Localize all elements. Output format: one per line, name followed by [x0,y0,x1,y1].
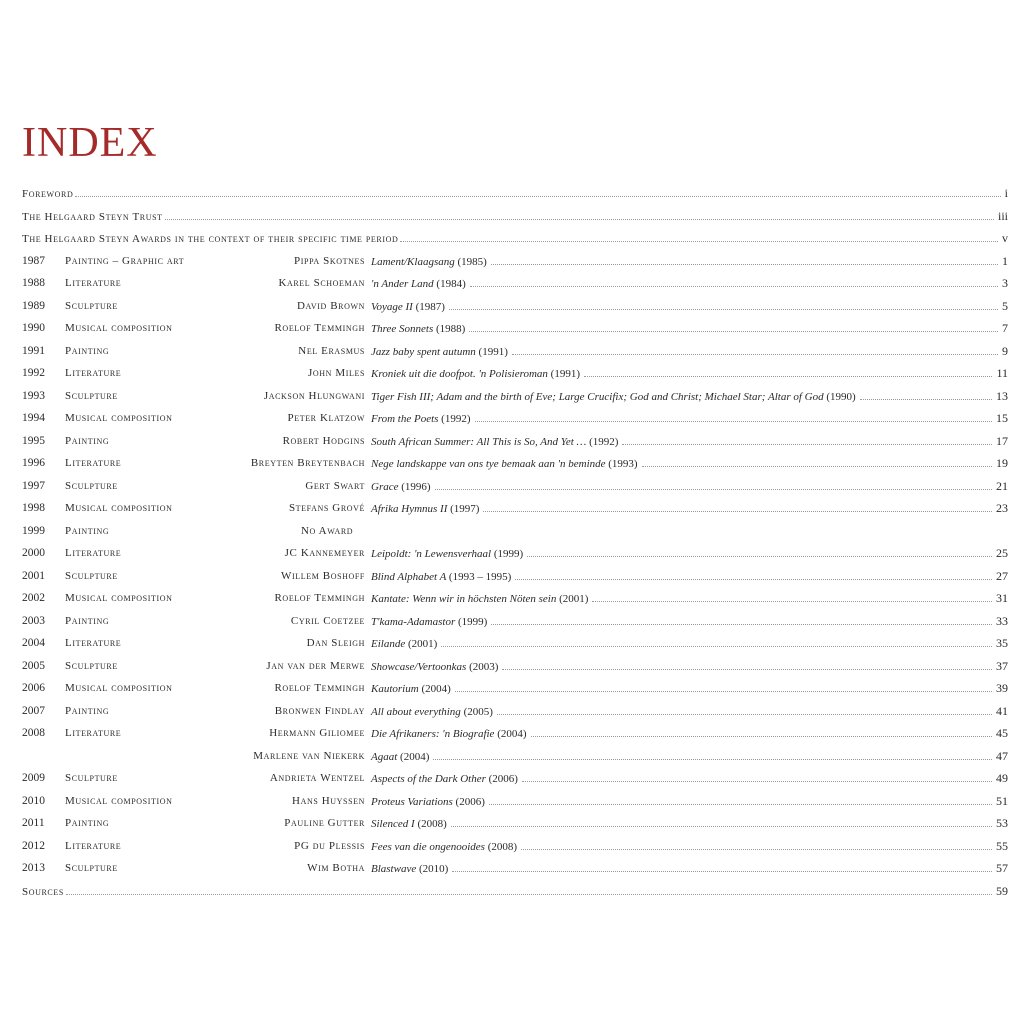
dot-leader [449,295,998,310]
work-leader [371,745,1008,768]
page-number: 37 [996,658,1008,673]
work-title [371,633,439,655]
work-year: (2005) [463,705,493,718]
work-year: (1999) [493,548,524,560]
artist-name: John Miles [307,367,365,379]
work-title [371,791,487,813]
work-leader [371,655,1008,678]
work-title-text: Silenced I [371,818,415,830]
award-year: 2000 [22,547,45,559]
award-category: Literature [65,457,122,469]
dot-leader [489,790,992,805]
work-year: (1992) [441,413,471,425]
award-entry [22,565,1008,587]
award-entry [22,452,1008,474]
artist-name: Andrieta Wentzel [269,772,365,784]
work-title-text: T'kama-Adamastor [371,615,456,628]
work-leader [371,452,1008,475]
leader-row [22,205,1008,228]
work-title-text: Kantate: Wenn wir in höchsten Nöten sein [371,593,557,605]
work-year: (2004) [497,728,527,740]
work-leader [371,722,1008,745]
work-year: (2008) [487,840,518,853]
work-title-text: All about everything [371,705,461,718]
work-title [371,386,858,408]
dot-leader [522,767,992,782]
leader-row [22,182,1008,205]
work-title [371,453,640,475]
award-year: 1990 [22,322,45,334]
award-category: Painting [65,434,110,447]
artist-name: Roelof Temmingh [274,322,365,334]
award-year: 1991 [22,344,45,357]
award-entry [22,362,1008,384]
work-title-text: Grace [371,480,399,493]
dot-leader [622,430,992,445]
work-title [371,408,473,430]
page-number: 19 [996,456,1008,470]
artist-name: Stefans Grové [288,502,365,514]
award-category: Musical composition [65,412,173,424]
award-entry [22,835,1008,857]
work-title-text: Aspects of the Dark Other [371,773,486,785]
award-category: Musical composition [65,502,173,514]
front-matter-entry [22,227,1008,249]
work-leader [371,542,1008,565]
artist-name: Marlene van Niekerk [253,749,365,762]
artist-name: Roelof Temmingh [274,592,365,604]
award-entry [22,700,1008,722]
work-year: (1988) [435,323,466,335]
award-entry [22,430,1008,452]
work-leader [371,857,1008,880]
dot-leader [483,497,992,512]
award-category: Sculpture [65,569,118,582]
page-title: INDEX [22,120,158,166]
page-number: 31 [996,591,1008,605]
front-matter-entry-label: The Helgaard Steyn Awards in the context of their specific time period [22,233,399,245]
award-year: 2003 [22,614,45,627]
work-title [371,498,481,520]
page-number: 7 [1002,321,1008,335]
work-year: (2006) [455,795,485,808]
dot-leader [515,565,992,580]
work-year: (2001) [559,593,589,605]
page-number: 53 [996,816,1008,830]
work-title-text: Showcase/Vertoonkas [371,660,467,673]
page-number: 3 [1002,276,1008,290]
work-leader [371,385,1008,408]
work-title [371,701,495,723]
award-year: 2006 [22,682,45,694]
artist-name: Karel Schoeman [278,277,365,289]
artist-name: PG du Plessis [294,839,365,852]
award-entry [22,745,1008,767]
artist-name: Dan Sleigh [306,637,365,649]
award-category: Painting [65,704,110,717]
award-year: 1988 [22,277,45,289]
work-title [371,656,500,678]
award-entry [22,812,1008,834]
work-year: (1999) [458,615,488,628]
award-year: 2008 [22,727,45,739]
front-matter-entry-label: The Helgaard Steyn Trust [22,210,163,223]
page-number: 57 [996,861,1008,875]
award-year: 2011 [22,817,45,829]
artist-name: Nel Erasmus [298,344,365,357]
work-title-text: Jazz baby spent autumn [371,345,476,358]
work-title [371,251,489,273]
award-entry [22,407,1008,429]
award-entry [22,272,1008,294]
award-entry [22,475,1008,497]
work-year: (1992) [589,435,619,448]
work-leader [371,340,1008,363]
page-number: 49 [996,771,1008,785]
dot-leader [531,722,992,737]
dot-leader [75,182,1000,197]
work-title-text: Nege landskappe van ons tye bemaak aan 'n beminde [371,458,606,470]
work-leader [371,587,1008,610]
front-matter-entry-label: Foreword [22,188,74,200]
work-title [371,858,450,880]
award-entry [22,250,1008,272]
award-year: 1996 [22,457,45,469]
page-number: iii [997,208,1008,223]
work-title-text: Afrika Hymnus II [371,503,448,515]
work-year: (2008) [417,818,447,830]
award-entry [22,385,1008,407]
work-title [371,273,468,295]
work-leader [371,700,1008,723]
work-year: (2003) [469,660,499,673]
award-category: Sculpture [65,299,118,312]
award-year: 1995 [22,434,45,447]
artist-name: Gert Swart [305,479,365,492]
work-leader [371,475,1008,498]
dot-leader [502,655,992,670]
award-entry [22,610,1008,632]
work-year: (2006) [488,773,518,785]
award-year: 1992 [22,367,45,379]
work-leader [371,295,1008,318]
dot-leader [642,452,992,467]
work-title [371,678,453,700]
award-category: Painting [65,817,110,829]
page-number: 39 [996,681,1008,695]
dot-leader [475,407,993,422]
work-year: (1985) [457,255,487,268]
page-number: 17 [996,433,1008,448]
work-leader [371,272,1008,295]
page-number: v [1002,231,1008,245]
dot-leader [451,812,992,827]
award-category: Sculpture [65,479,118,492]
award-entry [22,317,1008,339]
artist-name: Pippa Skotnes [294,254,365,267]
work-title-text: Eilande [371,638,406,650]
award-year: 1999 [22,524,45,537]
front-matter-entry [22,182,1008,204]
page-number: 47 [996,748,1008,763]
work-title-text: Blastwave [371,863,417,875]
work-title [371,768,520,790]
leader-row [22,227,1008,250]
work-leader [371,317,1008,340]
artist-name: Jan van der Merwe [266,659,365,672]
award-year: 1989 [22,299,45,312]
award-category: Sculpture [65,862,118,874]
award-category: Sculpture [65,659,118,672]
award-entry [22,767,1008,789]
award-category: Sculpture [65,389,118,402]
award-category: Literature [65,367,122,379]
work-title-text: Leipoldt: 'n Lewensverhaal [371,548,492,560]
work-leader [371,497,1008,520]
award-entry [22,340,1008,362]
work-title-text: 'n Ander Land [371,278,434,290]
work-leader [371,430,1008,453]
artist-name: Hermann Giliomee [269,727,365,739]
work-title [371,566,513,588]
dot-leader [165,205,994,220]
page-number: 25 [996,546,1008,560]
work-title [371,543,525,565]
artist-name: Wim Botha [307,862,365,874]
award-category: Literature [65,839,122,852]
artist-name: Peter Klatzow [287,412,365,424]
award-entry [22,542,1008,564]
award-entry [22,497,1008,519]
artist-name: Willem Boshoff [281,569,365,582]
work-title-text: Kautorium [371,683,419,695]
work-title-text: Die Afrikaners: 'n Biografie [371,728,495,740]
page-number: 55 [996,838,1008,853]
award-year: 2007 [22,704,45,717]
page-number: 23 [996,501,1008,515]
work-title [371,588,590,610]
page-number: 5 [1002,298,1008,313]
award-entry [22,520,1008,542]
page-number: 9 [1002,343,1008,358]
dot-leader [452,857,992,872]
award-category: Musical composition [65,592,173,604]
award-year: 2010 [22,794,45,807]
work-leader [371,632,1008,655]
work-title [371,813,449,835]
work-title [371,746,431,768]
work-title [371,318,467,340]
artist-name: Roelof Temmingh [274,682,365,694]
award-year: 2009 [22,772,45,784]
award-year: 2005 [22,659,45,672]
award-category: Literature [65,277,122,289]
dot-leader [491,250,998,265]
award-entry [22,857,1008,879]
award-year: 1997 [22,479,45,492]
page-number: 11 [996,366,1008,380]
award-year: 2001 [22,569,45,582]
dot-leader [584,362,992,377]
award-year: 1998 [22,502,45,514]
back-matter-entry-label: Sources [22,885,64,898]
work-year: (2010) [418,863,449,875]
work-year: (1993 – 1995) [448,570,512,583]
artist-name: Cyril Coetzee [290,614,365,627]
work-title-text: Voyage II [371,300,413,313]
award-category: Painting [65,614,110,627]
work-title-text: Proteus Variations [371,795,453,808]
work-title [371,296,447,318]
work-year: (1996) [401,480,431,493]
award-year: 2004 [22,637,45,649]
award-year: 1987 [22,254,45,267]
award-category: Painting [65,524,110,537]
dot-leader [470,272,998,287]
work-leader [371,362,1008,385]
dot-leader [521,835,992,850]
work-title-text: Three Sonnets [371,323,434,335]
dot-leader [435,475,992,490]
leader-row [22,880,1008,903]
award-entry [22,677,1008,699]
work-title [371,723,529,745]
page-number: i [1004,186,1008,200]
work-year: (1991) [478,345,508,358]
work-leader [371,835,1008,858]
work-leader [371,790,1008,813]
work-title [371,341,510,363]
award-entry [22,295,1008,317]
artist-name: Jackson Hlungwani [263,389,365,402]
work-year: (1990) [826,390,856,403]
work-title-text: Lament/Klaagsang [371,255,455,268]
award-entry [22,655,1008,677]
artist-name: David Brown [296,299,365,312]
artist-name: Breyten Breytenbach [250,457,365,469]
work-title [371,836,519,858]
work-title [371,611,489,633]
dot-leader [400,227,998,242]
dot-leader [66,880,992,895]
work-year: (1993) [608,458,638,470]
page-number: 35 [996,636,1008,650]
work-title [371,476,433,498]
work-year: (2004) [400,750,430,763]
work-leader [371,407,1008,430]
artist-name: Bronwen Findlay [274,704,365,717]
award-category: Painting – Graphic art [65,254,185,267]
work-year: (1991) [550,368,580,380]
work-leader [371,812,1008,835]
page-number: 45 [996,726,1008,740]
dot-leader [497,700,992,715]
page-number: 51 [996,793,1008,808]
dot-leader [469,317,998,332]
work-year: (1997) [450,503,480,515]
award-entry [22,587,1008,609]
work-year: (1984) [436,278,466,290]
award-category: Literature [65,637,122,649]
work-leader [371,677,1008,700]
work-year: (2001) [407,638,438,650]
work-year: (2004) [421,683,451,695]
page-number: 27 [996,568,1008,583]
award-year: 2012 [22,839,45,852]
dot-leader [592,587,992,602]
artist-name: Hans Huyssen [292,794,365,807]
dot-leader [527,542,992,557]
work-title-text: Blind Alphabet A [371,570,447,583]
award-year: 2002 [22,592,45,604]
work-title [371,431,620,453]
work-leader [371,250,1008,273]
dot-leader [512,340,998,355]
award-year: 1994 [22,412,45,424]
artist-name: Pauline Gutter [284,817,365,829]
work-title-text: Agaat [371,750,398,763]
page-number: 33 [996,613,1008,628]
award-entry [22,790,1008,812]
dot-leader [491,610,992,625]
work-leader [371,565,1008,588]
artist-name: Robert Hodgins [282,434,365,447]
work-year: (1987) [415,300,445,313]
page-number: 21 [996,478,1008,493]
work-title-text: South African Summer: All This is So, And Yet … [371,435,587,448]
dot-leader [433,745,992,760]
work-title [371,363,582,385]
award-category: Literature [65,547,122,559]
front-matter-entry [22,205,1008,227]
work-title-text: From the Poets [371,413,439,425]
dot-leader [455,677,992,692]
award-category: Sculpture [65,772,118,784]
work-leader [371,610,1008,633]
work-title-text: Fees van die ongenooides [371,840,485,853]
work-leader [371,767,1008,790]
page-number: 1 [1002,253,1008,268]
award-category: Musical composition [65,322,173,334]
award-category: Musical composition [65,682,173,694]
page-number: 15 [996,411,1008,425]
award-category: Literature [65,727,122,739]
award-category: Painting [65,344,110,357]
no-award-label: No Award [301,524,354,537]
award-year: 2013 [22,862,45,874]
dot-leader [860,385,992,400]
work-title-text: Kroniek uit die doofpot. 'n Polisieroman [371,368,548,380]
award-entry [22,632,1008,654]
award-year: 1993 [22,389,45,402]
page-number: 13 [996,388,1008,403]
award-entry [22,722,1008,744]
work-title-text: Tiger Fish III; Adam and the birth of Eve; Large Crucifix; God and Christ; Michael Star; Altar of God [371,390,824,403]
award-category: Musical composition [65,794,173,807]
dot-leader [441,632,992,647]
page-number: 41 [996,703,1008,718]
artist-name: JC Kannemeyer [284,547,365,559]
back-matter-entry [22,880,1008,902]
page-number: 59 [996,883,1008,898]
